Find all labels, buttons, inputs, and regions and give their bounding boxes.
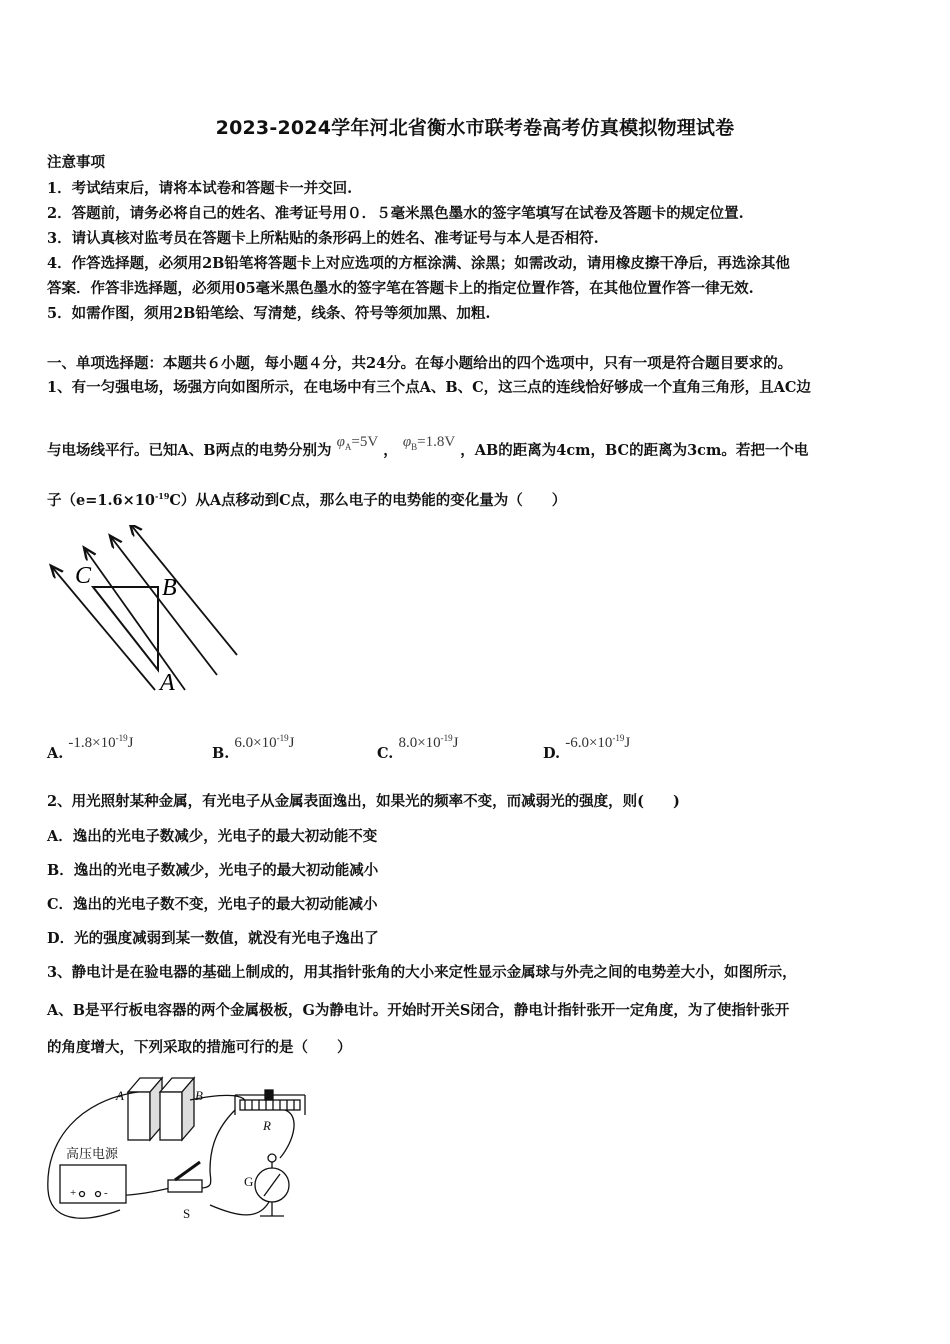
phi-a: $\varphi_A=5V$ <box>336 434 379 452</box>
field-line <box>85 549 185 690</box>
label-g: G <box>244 1174 254 1189</box>
rheostat-body <box>240 1100 300 1110</box>
label-plate-a: A <box>116 1088 124 1103</box>
q1-line2-b: ，AB的距离为4cm，BC的距离为3cm。若把一个电 <box>460 442 809 459</box>
phi-b: $\varphi_B=1.8V$ <box>402 434 456 452</box>
notice-item: 4．作答选择题，必须用2B铅笔将答题卡上对应选项的方框涂满、涂黑；如需改动，请用橡皮擦干净后，再选涂其他 <box>47 255 790 272</box>
q1-stem-line1: 1、有一匀强电场，场强方向如图所示，在电场中有三个点A、B、C，这三点的连线恰好够成一个直角三角形，且AC边 <box>47 379 811 396</box>
section-heading: 一、单项选择题：本题共６小题，每小题４分，共24分。在每小题给出的四个选项中，只有一项是符合题目要求的。 <box>47 355 793 372</box>
label-plate-b: B <box>195 1088 203 1103</box>
q1-option-d[interactable]: D. $-6.0\times 10^{-19}J$ <box>543 733 631 762</box>
label-b: B <box>162 575 177 601</box>
notice-heading: 注意事项 <box>47 154 105 171</box>
plate-b-front <box>160 1092 182 1140</box>
label-r: R <box>263 1118 271 1133</box>
electroscope-ball <box>268 1154 276 1162</box>
q1-field-figure <box>45 525 245 700</box>
q2-option-c[interactable]: C．逸出的光电子数不变，光电子的最大初动能减小 <box>47 896 378 913</box>
q3-stem-line3: 的角度增大，下列采取的措施可行的是（ ） <box>47 1039 352 1056</box>
q3-stem-line2: A、B是平行板电容器的两个金属极板，G为静电计。开始时开关S闭合，静电计指针张开一定角度，为了使指针张开 <box>47 1002 790 1019</box>
label-c: C <box>75 563 92 589</box>
wire <box>200 1110 235 1188</box>
q3-circuit-figure <box>40 1070 330 1230</box>
q1-option-a[interactable]: A. $-1.8\times 10^{-19}J$ <box>47 733 134 762</box>
switch-base <box>168 1180 202 1192</box>
plate-a-front <box>128 1092 150 1140</box>
label-plus: + <box>70 1187 77 1199</box>
wire <box>210 1200 270 1215</box>
notice-item: 3．请认真核对监考员在答题卡上所粘贴的条形码上的姓名、准考证号与本人是否相符. <box>47 230 599 247</box>
label-power-source: 高压电源 <box>66 1147 119 1162</box>
switch-lever <box>175 1162 200 1180</box>
field-line <box>52 567 155 690</box>
page-title: 2023-2024学年河北省衡水市联考卷高考仿真模拟物理试卷 <box>215 117 735 139</box>
q2-option-b[interactable]: B．逸出的光电子数减少，光电子的最大初动能减小 <box>47 862 379 879</box>
q1-stem-line2 <box>47 434 809 461</box>
q1-option-b[interactable]: B. $6.0\times 10^{-19}J$ <box>212 733 295 762</box>
notice-item: 2．答题前，请务必将自己的姓名、准考证号用０．５毫米黑色墨水的签字笔填写在试卷及答题卡的规定位置. <box>47 205 744 222</box>
label-a: A <box>160 670 175 696</box>
wire <box>280 1110 294 1158</box>
notice-item: 5．如需作图，须用2B铅笔绘、写清楚，线条、符号等须加黑、加粗. <box>47 305 491 322</box>
q2-stem: 2、用光照射某种金属，有光电子从金属表面逸出，如果光的频率不变，而减弱光的强度，则( ) <box>47 793 680 810</box>
q1-line2-a: 与电场线平行。已知A、B两点的电势分别为 <box>47 442 332 459</box>
q2-option-d[interactable]: D．光的强度减弱到某一数值，就没有光电子逸出了 <box>47 930 379 947</box>
q2-option-a[interactable]: A．逸出的光电子数减少，光电子的最大初动能不变 <box>47 828 378 845</box>
label-s: S <box>183 1206 191 1221</box>
notice-item: 1．考试结束后，请将本试卷和答题卡一并交回. <box>47 180 353 197</box>
q1-comma: ， <box>383 442 398 459</box>
q1-option-c[interactable]: C. $8.0\times 10^{-19}J$ <box>377 733 459 762</box>
label-minus: - <box>104 1187 108 1199</box>
field-line <box>111 537 217 675</box>
q3-stem-line1: 3、静电计是在验电器的基础上制成的，用其指针张角的大小来定性显示金属球与外壳之间的电势差大小，如图所示， <box>47 964 797 981</box>
notice-item: 答案．作答非选择题，必须用05毫米黑色墨水的签字笔在答题卡上的指定位置作答，在其他位置作答一律无效. <box>47 280 754 297</box>
q1-stem-line3: 子$(e=1.6\times 10^{-19}C)$从A点移动到C点，那么电子的电势能的变化量为（ ） <box>47 491 567 509</box>
